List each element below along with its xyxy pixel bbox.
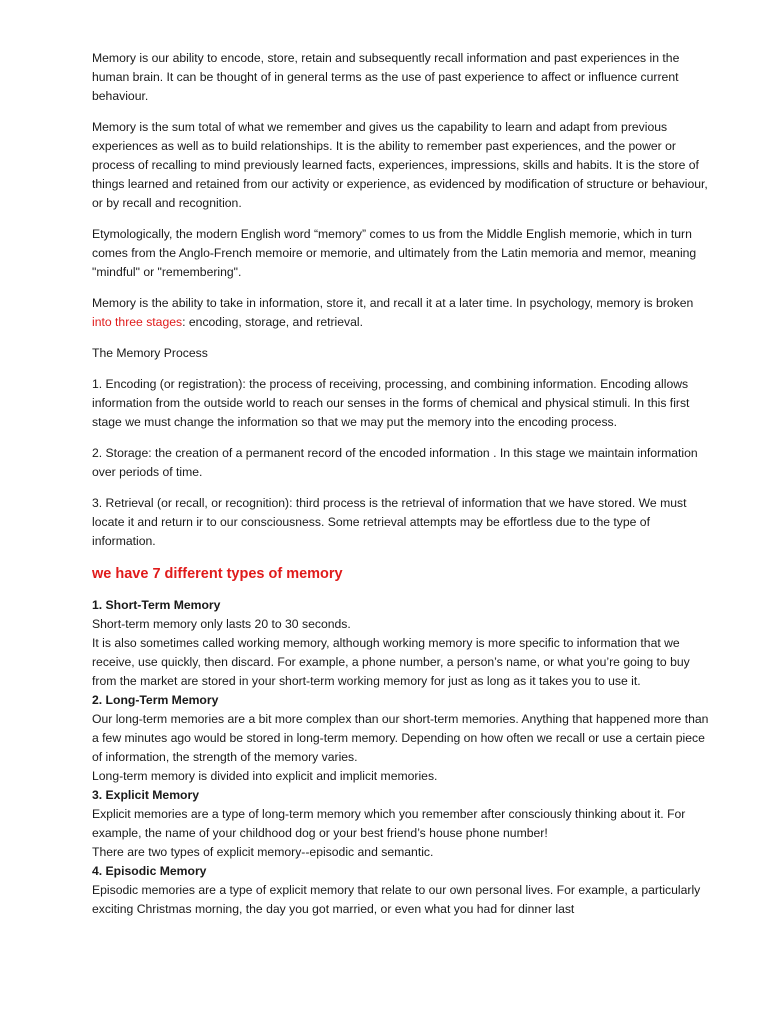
definition-paragraph: Memory is the sum total of what we remember and gives us the capability to learn and adapt from previous experiences as well as to build relationships. It is the ability to remember past experiences, and the power or process of recalling to mind previously learned facts, experiences, impressions, skills and habits. It is the store of things learned and retained from our activity or experience, as evidenced by modification of structure or behaviour, or by recall and recognition. (92, 120, 708, 210)
retrieval-paragraph: 3. Retrieval (or recall, or recognition): third process is the retrieval of information that we have stored. We must locate it and return ir to our consciousness. Some retrieval attempts may be effortless due to the type of information. (92, 496, 687, 548)
memory-type-line: There are two types of explicit memory--episodic and semantic. (92, 845, 434, 859)
process-heading: The Memory Process (92, 346, 208, 360)
memory-type (92, 862, 716, 919)
document-page (92, 49, 716, 919)
memory-type-title: 1. Short-Term Memory (92, 598, 221, 612)
memory-type-title: 3. Explicit Memory (92, 788, 200, 802)
memory-type-line: Long-term memory is divided into explicit and implicit memories. (92, 769, 438, 783)
stages-text-start: Memory is the ability to take in information, store it, and recall it at a later time. In psychology, memory is broken (92, 296, 694, 310)
memory-type-title: 4. Episodic Memory (92, 864, 207, 878)
memory-type (92, 691, 716, 786)
memory-type-line: It is also sometimes called working memory, although working memory is more specific to information that we receive, use quickly, then discard. For example, a phone number, a person’s name, or what you’re going to buy from the market are stored in your short-term working memory for just as long as it takes you to use it. (92, 636, 690, 688)
memory-types-list (92, 596, 716, 919)
intro-paragraph: Memory is our ability to encode, store, retain and subsequently recall information and past experiences in the human brain. It can be thought of in general terms as the use of past experience to affect or influence current behaviour. (92, 51, 680, 103)
memory-type (92, 596, 716, 691)
stages-paragraph (92, 294, 716, 332)
stages-highlight: into three stages (92, 315, 183, 329)
memory-type-line: Explicit memories are a type of long-term memory which you remember after consciously thinking about it. For example, the name of your childhood dog or your best friend’s house phone number! (92, 807, 686, 840)
etymology-paragraph: Etymologically, the modern English word “memory” comes to us from the Middle English memorie, which in turn comes from the Anglo-French memoire or memorie, and ultimately from the Latin memoria and memor, meaning "mindful" or "remembering". (92, 227, 697, 279)
memory-types-heading: we have 7 different types of memory (92, 566, 343, 582)
memory-type-line: Episodic memories are a type of explicit memory that relate to our own personal lives. For example, a particularly exciting Christmas morning, the day you got married, or even what you had for dinner last (92, 883, 701, 916)
memory-type-title: 2. Long-Term Memory (92, 693, 219, 707)
encoding-paragraph: 1. Encoding (or registration): the process of receiving, processing, and combining information. Encoding allows information from the outside world to reach our senses in the forms of chemical and physical stimuli. In this first stage we must change the information so that we may put the memory into the encoding process. (92, 377, 690, 429)
memory-type (92, 786, 716, 862)
memory-type-line: Our long-term memories are a bit more complex than our short-term memories. Anything that happened more than a few minutes ago would be stored in long-term memory. Depending on how often we recall or use a certain piece of information, the strength of the memory varies. (92, 712, 709, 764)
storage-paragraph: 2. Storage: the creation of a permanent record of the encoded information . In this stage we maintain information over periods of time. (92, 446, 698, 479)
memory-type-line: Short-term memory only lasts 20 to 30 seconds. (92, 617, 351, 631)
stages-text-end: : encoding, storage, and retrieval. (182, 315, 363, 329)
